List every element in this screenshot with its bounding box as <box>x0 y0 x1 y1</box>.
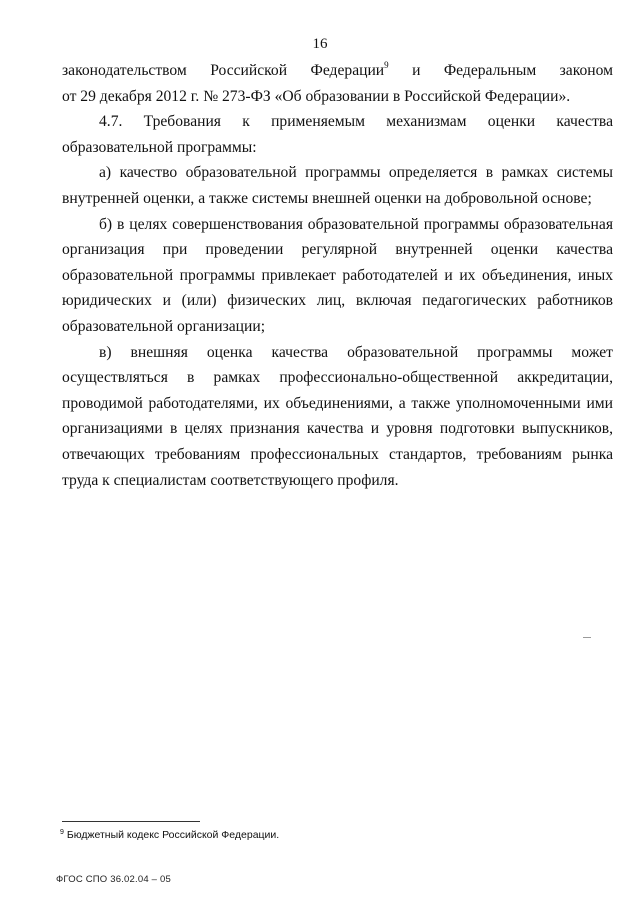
footnote-text: Бюджетный кодекс Российской Федерации. <box>63 829 280 841</box>
footnote-number: 9 <box>60 829 64 836</box>
footnote-divider <box>62 821 200 822</box>
document-code: ФГОС СПО 36.02.04 – 05 <box>56 874 171 885</box>
footnote-reference[interactable]: 9 <box>384 60 389 70</box>
paragraph-item-b: б) в целях совершенствования образовательной программы образовательная организация при проведении регулярной внутренней оценки качества образовательной программы привлекает работодателей и их объединения, иных юридических и (или) физических лиц, включая педагогических работников образовательной организации; <box>62 215 613 335</box>
scan-artifact <box>583 637 591 638</box>
page-number: 16 <box>312 36 328 52</box>
document-body <box>62 58 613 493</box>
continuation-text: законодательством Российской Федерации <box>62 62 385 79</box>
paragraph-item-a: а) качество образовательной программы определяется в рамках системы внутренней оценки, а также системы внешней оценки на добровольной основе; <box>62 164 613 207</box>
footnote <box>60 829 279 841</box>
continuation-tail: и Федеральным законом <box>388 62 613 79</box>
section-4-7-heading: 4.7. Требования к применяемым механизмам оценки качества образовательной программы: <box>62 113 613 156</box>
continuation-line-1 <box>62 58 613 84</box>
paragraph-item-c: в) внешняя оценка качества образовательной программы может осуществляться в рамках профессионально-общественной аккредитации, проводимой работодателями, их объединениями, а также уполномоченными ими организациями в целях признания качества и уровня подготовки выпускников, отвечающих требованиям профессиональных стандартов, требованиям рынка труда к специалистам соответствующего профиля. <box>62 343 613 489</box>
continuation-line-2: от 29 декабря 2012 г. № 273-ФЗ «Об образовании в Российской Федерации». <box>62 87 571 105</box>
